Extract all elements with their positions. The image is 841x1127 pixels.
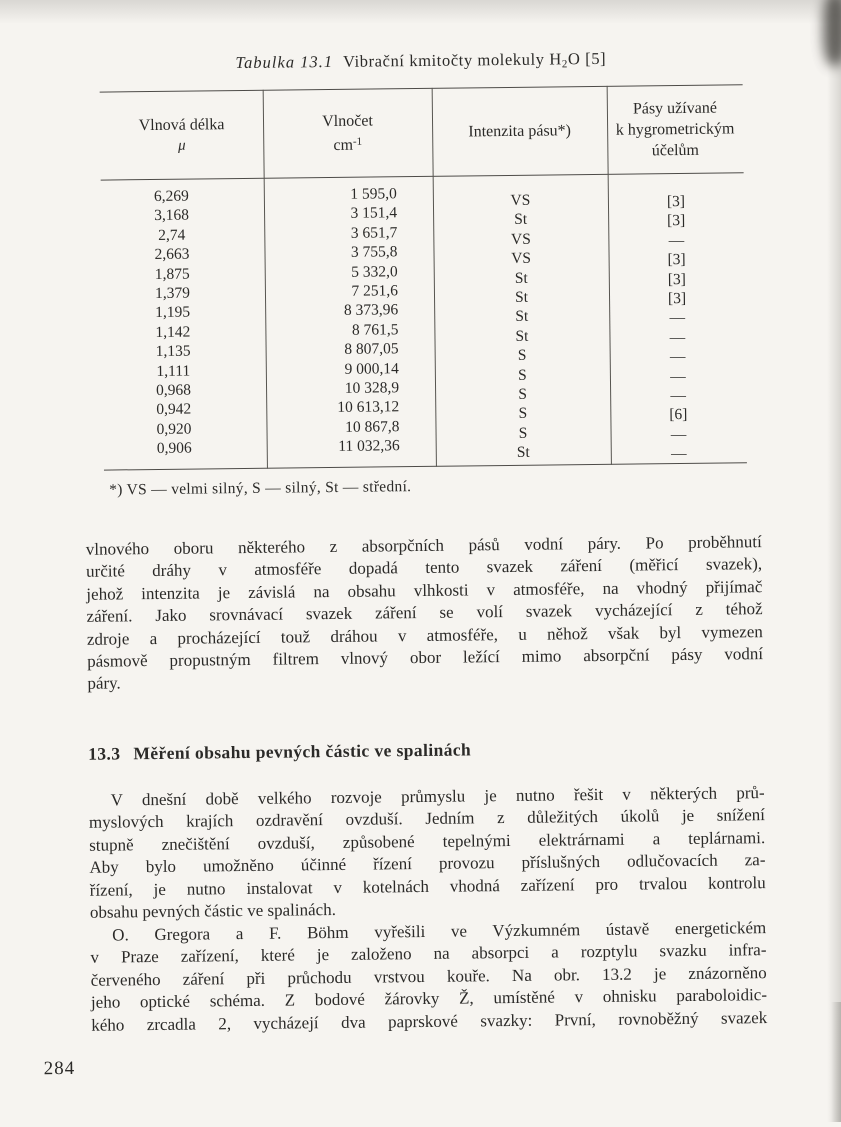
mu-symbol: μ [177,137,186,154]
wavenumber-unit: $cm^{-1}$ [333,135,363,154]
paragraph-line: záření. Jako srovnávací svazek záření se volí svazek vycházející z téhož [86,599,763,627]
cell-intensity: St [514,269,528,287]
table-title-text: Vibrační kmitočty molekuly $H_2O$ [5] [342,48,607,71]
cell-wavelength: 2,74 [158,226,186,244]
paragraph-line: pásmově propustným filtrem vlnový obor ležící mimo absorpční pásy vodní [87,644,764,671]
cell-intensity: VS [510,230,531,248]
cell-wavenumber: 10 867,8 [345,417,400,436]
cell-wavenumber: 8 761,5 [351,320,399,339]
paragraph-line: myslových krajích ozdravění ovzduší. Jedním z důležitých úkolů je snížení [88,805,766,833]
cell-intensity: S [517,366,527,384]
table-header [100,85,744,179]
cell-wavelength: 2,663 [154,245,190,264]
cell-bands: — [668,231,685,249]
paragraph-line: určité dráhy v atmosféře dopadá tento svazek záření (měřicí svazek), [86,554,763,582]
paragraph-line: vlnového oboru některého z absorpčních pásů vodní páry. Po proběhnutí [85,532,762,559]
paragraph-line: O. Gregora a F. Böhm vyřešili ve Výzkumném ústavě energetickém [112,918,767,945]
cell-wavenumber: 8 373,96 [343,301,399,320]
cell-intensity: St [514,211,528,229]
cell-intensity: S [517,346,527,365]
cell-intensity: St [515,327,529,345]
cell-bands: [3] [666,192,686,211]
paragraph-line: v Praze zařízení, které je založeno na absorpci a rozptylu svazku infra- [90,940,767,968]
cell-wavenumber: 5 332,0 [351,262,398,281]
cell-wavenumber: 1 595,0 [350,185,397,203]
cell-intensity: S [518,385,528,403]
cell-wavelength: 3,168 [154,206,190,225]
h2o-subscript: 2 [561,58,569,71]
table-body [101,180,747,463]
cell-wavenumber: 10 613,12 [337,398,400,417]
cell-wavelength: 0,942 [156,400,192,419]
paragraph-line: zdroje a procházející touž dráhou v atmosféře, u něhož však byl vymezen [86,621,763,649]
paragraph-wavelength-measurement [86,531,764,696]
cell-wavelength: 1,875 [154,265,190,283]
cell-bands: — [669,309,686,327]
cell-bands: — [670,425,687,443]
cell-bands: [3] [667,270,686,288]
cell-wavenumber: 7 251,6 [351,282,399,300]
paragraph-air-pollution [89,782,766,924]
cell-intensity: St [515,308,529,326]
cell-bands: [3] [667,251,686,269]
header-wavenumber: Vlnočet $cm^{-1}$ [322,112,373,154]
paragraph-line: řízení, je nutno instalovat v kotelnách vhodná zařízení pro trvalou kontrolu [89,872,766,900]
paragraph-line: Aby bylo umožněno účinné řízení provozu příslušných odlučovacích za- [89,850,766,877]
paragraph-line: stupně znečištění ovzduší, způsobené tepelnými elektrárnami a teplárnami. [89,827,766,855]
paragraph-line: jehož intenzita je závislá na obsahu vlhkosti v atmosféře, na vhodný přijímač [86,576,763,604]
cell-bands: [3] [667,289,687,308]
cell-wavenumber: 8 807,05 [344,340,399,358]
header-intensity: Intenzita pásu*) [468,122,572,141]
cell-wavelength: 1,111 [156,362,191,380]
cell-wavelength: 6,269 [153,187,189,205]
header-wavelength: Vlnová délka μ [100,91,264,180]
cell-intensity: S [518,405,528,423]
cell-wavelength: 0,968 [156,381,192,399]
cell-wavenumber: 3 651,7 [350,224,398,242]
paragraph-line: obsahu pevných částic ve spalinách. [89,900,337,922]
cell-wavenumber: 3 151,4 [350,204,398,223]
cell-wavelength: 1,135 [155,342,191,361]
cell-wavenumber: 10 328,9 [344,379,400,397]
cell-intensity: S [518,424,528,442]
paragraph-line: červeného záření při průchodu vrstvou kouře. Na obr. 13.2 je znázorněno [90,962,767,990]
cell-bands: — [669,328,686,346]
section-number: 13.3 [88,743,121,764]
cell-intensity: VS [510,191,531,209]
cell-intensity: VS [511,249,532,268]
cell-bands: [6] [669,406,688,424]
table-footnote: *) VS — velmi silný, S — silný, St — střední. [109,478,412,499]
cell-wavelength: 0,920 [156,420,192,438]
table-title-label: Tabulka 13.1 [235,51,334,73]
cell-wavelength: 1,379 [154,284,190,302]
cell-intensity: St [516,443,530,461]
table-bottom-rule [104,462,747,470]
paragraph-line: V dnešní době velkého rozvoje průmyslu je nutno řešit v některých prů- [110,783,765,810]
paragraph-line: kého zrcadla 2, vycházejí dva paprskové svazky: První, rovnoběžný svazek [91,1007,768,1035]
cell-bands: — [670,367,686,385]
cell-bands: [3] [667,212,686,230]
cell-bands: — [669,348,686,366]
paragraph-line: páry. [87,673,121,694]
paragraph-gregora-boehm [90,917,767,1037]
cell-intensity: St [514,288,529,306]
section-title: Měření obsahu pevných částic ve spalinách [133,739,472,764]
cell-bands: — [670,445,687,463]
cell-bands: — [670,386,686,405]
vibration-frequency-table [100,84,747,470]
cell-wavelength: 1,142 [155,323,191,341]
cell-wavenumber: 3 755,8 [350,243,398,261]
cell-wavelength: 0,906 [156,439,192,458]
paragraph-line: jeho optické schéma. Z bodové žárovky Ž, umístěné v ohnisku paraboloidic- [90,985,768,1012]
cell-wavenumber: 11 032,36 [338,437,400,455]
page-number: 284 [43,1057,76,1080]
cell-wavenumber: 9 000,14 [344,359,399,378]
header-hygrometric-bands: Pásy užívané k hygrometrickým účelům [615,99,735,160]
cell-wavelength: 1,195 [155,303,191,322]
table-title [99,47,742,75]
section-heading-13-3 [88,739,471,764]
